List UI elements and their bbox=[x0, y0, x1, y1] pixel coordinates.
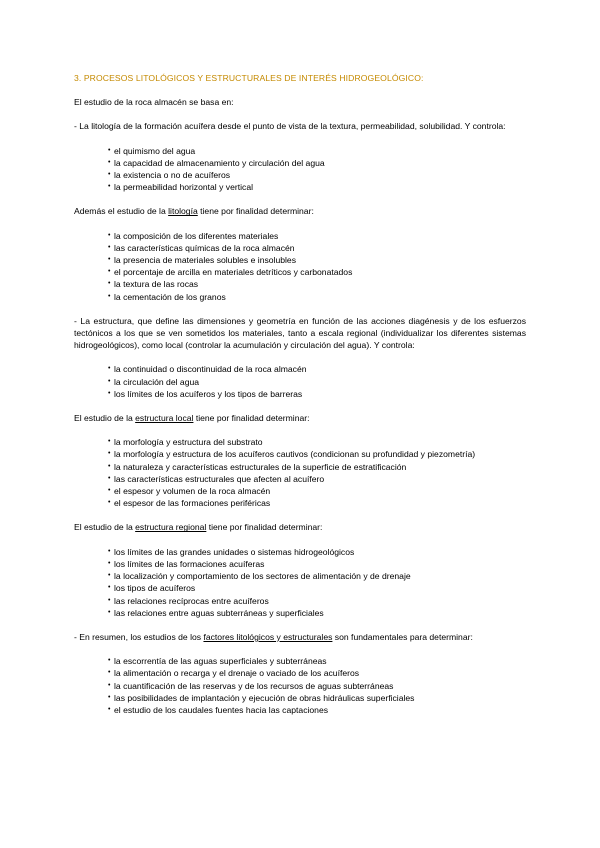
list-item: • la escorrentía de las aguas superficiales y subterráneas bbox=[108, 655, 526, 667]
list-item: • el espesor de las formaciones periféricas bbox=[108, 497, 526, 509]
list-item: • las relaciones entre aguas subterráneas y superficiales bbox=[108, 607, 526, 619]
list-litologia-goals bbox=[74, 230, 526, 303]
list-item: • los tipos de acuíferos bbox=[108, 582, 526, 594]
list-item: • las relaciones recíprocas entre acuíferos bbox=[108, 595, 526, 607]
underlined-term-litologia: litología bbox=[168, 206, 198, 217]
list-item: • la presencia de materiales solubles e insolubles bbox=[108, 254, 526, 266]
list-item: • el estudio de los caudales fuentes hacia las captaciones bbox=[108, 704, 526, 716]
list-item: • las características químicas de la roca almacén bbox=[108, 242, 526, 254]
intro-text: El estudio de la roca almacén se basa en: bbox=[74, 97, 234, 108]
underlined-term-factores: factores litológicos y estructurales bbox=[203, 631, 333, 642]
list-item: • la capacidad de almacenamiento y circulación del agua bbox=[108, 157, 526, 169]
list-item: • el espesor y volumen de la roca almacén bbox=[108, 485, 526, 497]
local-intro bbox=[74, 412, 526, 424]
list-item: • la continuidad o discontinuidad de la roca almacén bbox=[108, 363, 526, 375]
text-span: tiene por finalidad determinar: bbox=[193, 413, 310, 424]
list-item: • los límites de los acuíferos y los tipos de barreras bbox=[108, 388, 526, 400]
list-item: • los límites de las grandes unidades o sistemas hidrogeológicos bbox=[108, 546, 526, 558]
list-item: • la existencia o no de acuíferos bbox=[108, 169, 526, 181]
regional-intro bbox=[74, 521, 526, 533]
list-item: • la cementación de los granos bbox=[108, 291, 526, 303]
list-item: • la textura de las rocas bbox=[108, 278, 526, 290]
section-heading: 3. PROCESOS LITOLÓGICOS Y ESTRUCTURALES DE INTERÉS HIDROGEOLÓGICO: bbox=[74, 73, 424, 83]
litologia-intro bbox=[74, 205, 526, 217]
list-item: • las características estructurales que afecten al acuífero bbox=[108, 473, 526, 485]
underlined-term-estructura-local: estructura local bbox=[135, 413, 194, 424]
text-span: El estudio de la bbox=[74, 522, 136, 533]
list-item: • los límites de las formaciones acuíferas bbox=[108, 558, 526, 570]
list-item: • la composición de los diferentes materiales bbox=[108, 230, 526, 242]
list-item: • la permeabilidad horizontal y vertical bbox=[108, 181, 526, 193]
list-item: • el porcentaje de arcilla en materiales detríticos y carbonatados bbox=[108, 266, 526, 278]
list-item: • la circulación del agua bbox=[108, 376, 526, 388]
list-item: • la morfología y estructura del substrato bbox=[108, 436, 526, 448]
list-item: • las posibilidades de implantación y ejecución de obras hidráulicas superficiales bbox=[108, 692, 526, 704]
underlined-term-estructura-regional: estructura regional bbox=[135, 522, 207, 533]
litologia-paragraph: - La litología de la formación acuífera desde el punto de vista de la textura, permeabilidad, solubilidad. Y controla: bbox=[74, 121, 506, 132]
text-span: Además el estudio de la bbox=[74, 206, 169, 217]
text-span: El estudio de la bbox=[74, 413, 136, 424]
list-litologia-controls bbox=[74, 145, 526, 194]
list-item: • la naturaleza y características estructurales de la superficie de estratificación bbox=[108, 461, 526, 473]
list-item: • el quimismo del agua bbox=[108, 145, 526, 157]
list-item: • la morfología y estructura de los acuíferos cautivos (condicionan su profundidad y piezometría) bbox=[108, 448, 526, 460]
document-body bbox=[74, 72, 526, 716]
text-span: tiene por finalidad determinar: bbox=[206, 522, 323, 533]
resumen-intro bbox=[74, 631, 526, 643]
text-span: son fundamentales para determinar: bbox=[332, 631, 473, 642]
list-estructura-regional bbox=[74, 546, 526, 619]
list-resumen bbox=[74, 655, 526, 716]
list-item: • la localización y comportamiento de los sectores de alimentación y de drenaje bbox=[108, 570, 526, 582]
list-estructura-controls bbox=[74, 363, 526, 400]
text-span: - En resumen, los estudios de los bbox=[74, 631, 204, 642]
text-span: tiene por finalidad determinar: bbox=[197, 206, 314, 217]
list-item: • la alimentación o recarga y el drenaje o vaciado de los acuíferos bbox=[108, 667, 526, 679]
estructura-paragraph: - La estructura, que define las dimensiones y geometría en función de las acciones diagénesis y de los esfuerzos tectónicos a los que se ven sometidos los materiales, tanto a escala regional (individualizar los diferentes sistemas hidrogeológicos), como local (controlar la acumulación y circulación del agua). Y controla: bbox=[74, 315, 526, 351]
list-item: • la cuantificación de las reservas y de los recursos de aguas subterráneas bbox=[108, 680, 526, 692]
list-estructura-local bbox=[74, 436, 526, 509]
